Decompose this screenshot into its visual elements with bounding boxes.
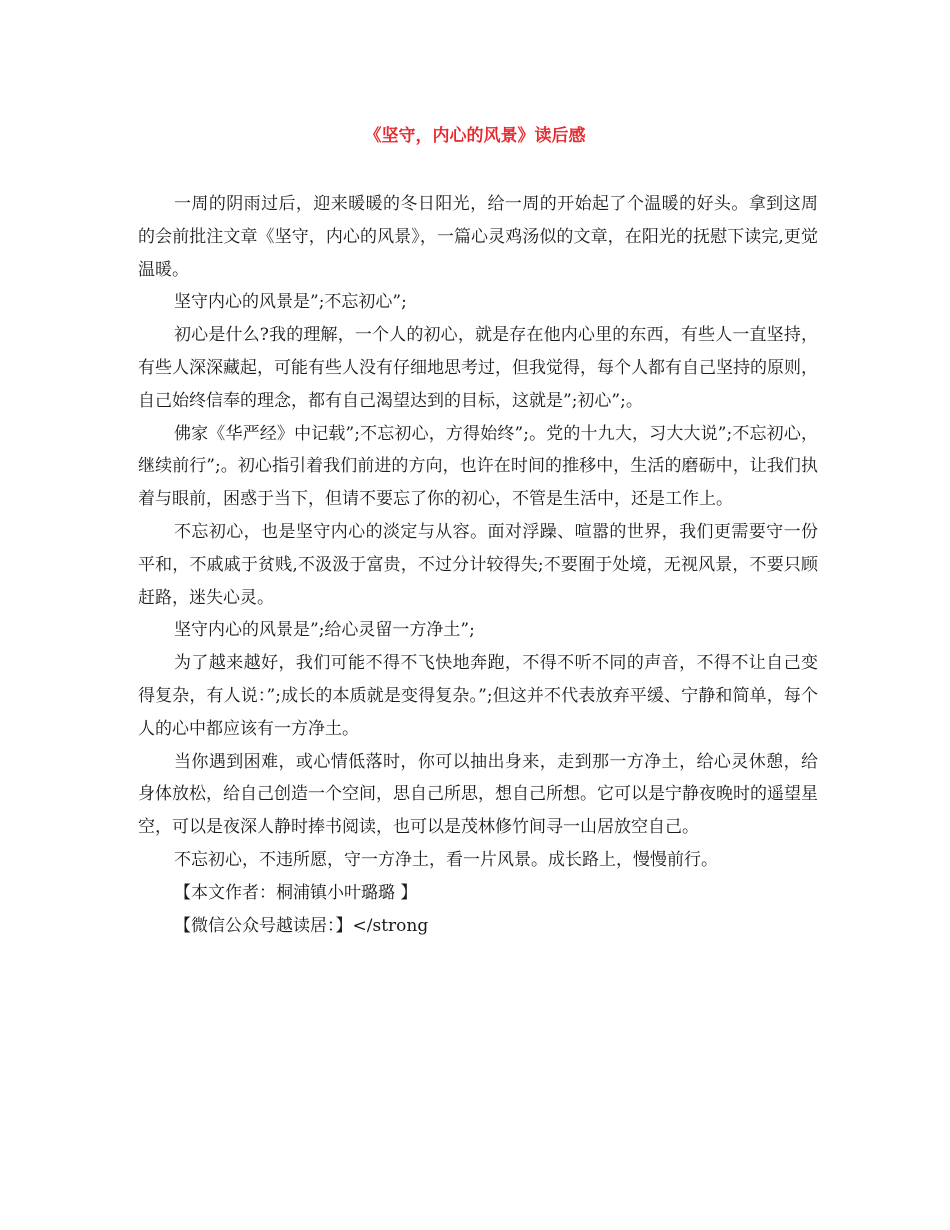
paragraph-wechat: 【微信公众号越读居：】</strong [174, 915, 429, 936]
document-body [138, 188, 818, 942]
paragraph-huayan-sutra: 佛家《华严经》中记载”;不忘初心，方得始终”;。党的十九大，习大大说”;不忘初心，继续前行”;。初心指引着我们前进的方向，也许在时间的推移中，生活的磨砺中，让我们执着与眼前，困惑于当下，但请不要忘了你的初心，不管是生活中，还是工作上。 [138, 423, 818, 510]
paragraph-growing-complex: 为了越来越好，我们可能不得不飞快地奔跑，不得不听不同的声音，不得不让自己变得复杂，有人说：”;成长的本质就是变得复杂。”;但这并不代表放弃平缓、宁静和简单，每个人的心中都应该有一方净土。 [138, 653, 818, 739]
document-title: 《坚守，内心的风景》读后感 [364, 126, 586, 146]
paragraph-calm-composure: 不忘初心，也是坚守内心的淡定与从容。面对浮躁、喧嚣的世界，我们更需要守一份平和，不戚戚于贫贱,不汲汲于富贵，不过分计较得失;不要囿于处境，无视风景，不要只顾赶路，迷失心灵。 [138, 521, 818, 608]
paragraph-heading-initial-heart: 坚守内心的风景是”;不忘初心”; [174, 292, 407, 313]
paragraph-what-is-initial-heart: 初心是什么?我的理解，一个人的初心，就是存在他内心里的东西，有些人一直坚持，有些人深深藏起，可能有些人没有仔细地思考过，但我觉得，每个人都有自己坚持的原则，自己始终信奉的理念，都有自己渴望达到的目标，这就是”;初心”;。 [138, 325, 818, 411]
paragraph-author: 【本文作者：桐浦镇小叶璐璐 】 [174, 882, 418, 903]
paragraph-conclusion: 不忘初心，不违所愿，守一方净土，看一片风景。成长路上，慢慢前行。 [174, 849, 718, 870]
paragraph-intro: 一周的阴雨过后，迎来暖暖的冬日阳光，给一周的开始起了个温暖的好头。拿到这周的会前批注文章《坚守，内心的风景》，一篇心灵鸡汤似的文章，在阳光的抚慰下读完,更觉温暖。 [138, 194, 818, 280]
paragraph-heading-pure-land: 坚守内心的风景是”;给心灵留一方净土”; [174, 620, 475, 641]
paragraph-difficulty-rest: 当你遇到困难，或心情低落时，你可以抽出身来，走到那一方净土，给心灵休憩，给身体放松，给自己创造一个空间，思自己所思，想自己所想。它可以是宁静夜晚时的遥望星空，可以是夜深人静时捧书阅读，也可以是茂林修竹间寻一山居放空自己。 [138, 751, 818, 838]
